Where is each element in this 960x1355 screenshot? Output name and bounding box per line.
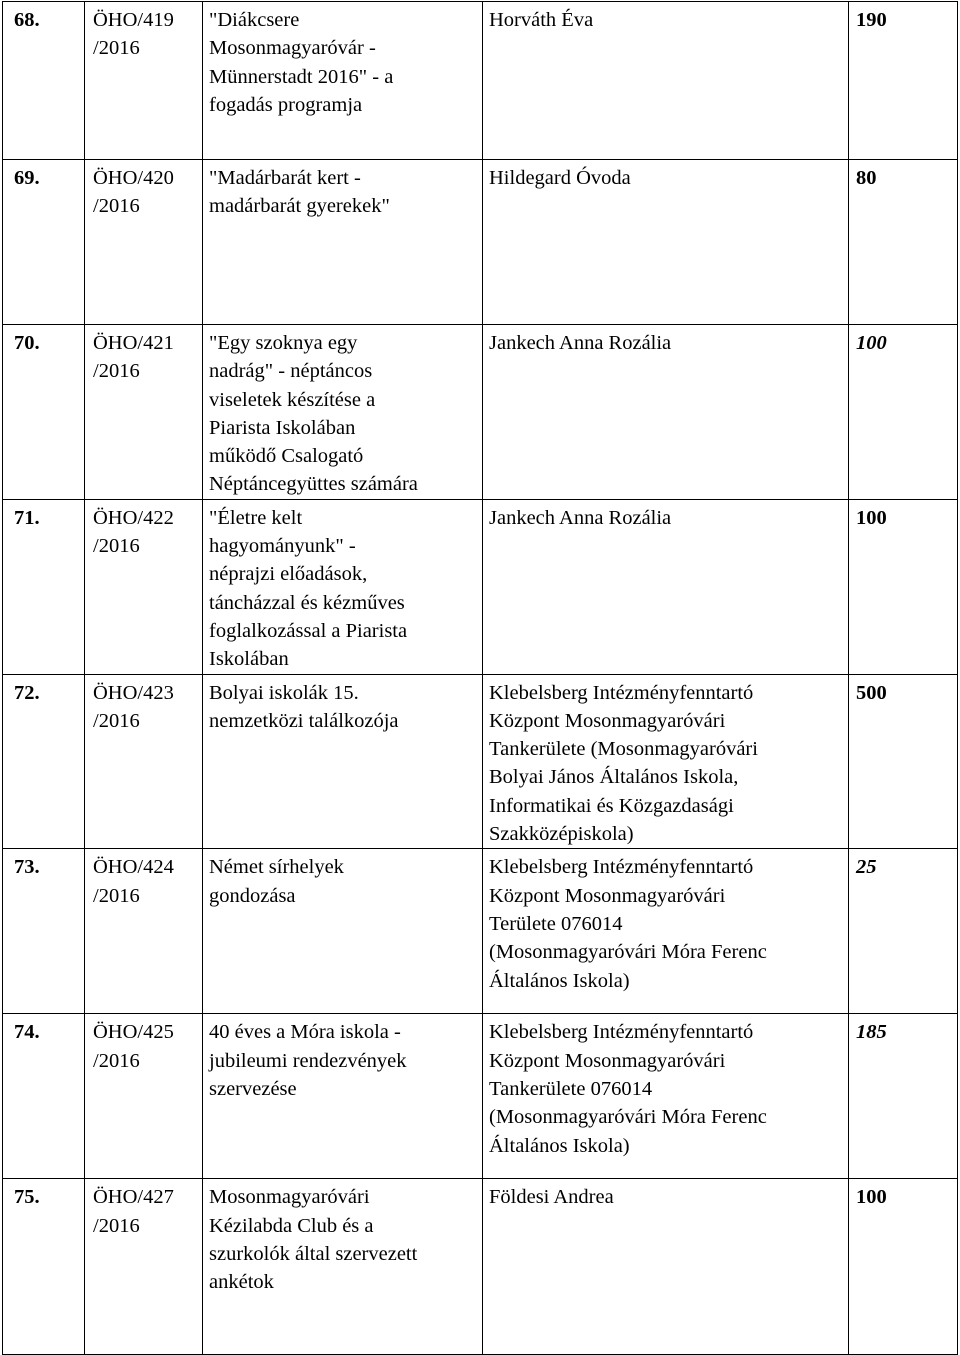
- project-title: [203, 2, 483, 160]
- row-number: [3, 2, 85, 160]
- row-number-text: 68.: [14, 9, 40, 31]
- case-code-line: ÖHO/425: [93, 1021, 174, 1044]
- row-number: [3, 674, 85, 849]
- grant-table-body: [3, 2, 958, 1355]
- project-title-line: Bolyai iskolák 15.: [209, 681, 359, 704]
- applicant-line: Szakközépiskola): [489, 823, 634, 846]
- applicant-line: Hildegard Óvoda: [489, 167, 631, 189]
- project-title-line: foglalkozással a Piarista: [209, 619, 408, 642]
- row-number: [3, 325, 85, 500]
- project-title-line: jubileumi rendezvények: [209, 1049, 407, 1072]
- project-title-line: Német sírhelyek: [209, 856, 344, 879]
- table-row: [3, 674, 958, 849]
- table-row: [3, 2, 958, 160]
- project-title-line: nemzetközi találkozója: [209, 709, 399, 732]
- project-title-line: "Madárbarát kert -: [209, 167, 361, 189]
- case-code-line: /2016: [93, 37, 140, 60]
- project-title: [203, 849, 483, 1014]
- applicant: [483, 1014, 849, 1179]
- grant-amount-text: 190: [856, 9, 887, 31]
- project-title-line: "Életre kelt: [209, 506, 303, 529]
- applicant-line: Központ Mosonmagyaróvári: [489, 1049, 726, 1072]
- project-title-line: Iskolában: [209, 648, 289, 671]
- grant-amount-text: 80: [856, 167, 877, 189]
- project-title-line: szervezése: [209, 1077, 297, 1100]
- case-code-line: /2016: [93, 1214, 140, 1237]
- project-title-line: Kézilabda Club és a: [209, 1214, 374, 1237]
- project-title-line: Münnerstadt 2016" - a: [209, 65, 394, 88]
- applicant-line: Bolyai János Általános Iskola,: [489, 766, 739, 789]
- project-title-line: 40 éves a Móra iskola -: [209, 1021, 401, 1044]
- case-code: [85, 674, 203, 849]
- table-row: [3, 849, 958, 1014]
- project-title-line: "Diákcsere: [209, 9, 300, 31]
- applicant-line: Központ Mosonmagyaróvári: [489, 884, 726, 907]
- project-title-line: viseletek készítése a: [209, 388, 376, 411]
- applicant: [483, 325, 849, 500]
- grant-amount: [849, 499, 958, 674]
- case-code: [85, 1179, 203, 1355]
- project-title: [203, 1179, 483, 1355]
- grant-amount-text: 100: [856, 506, 887, 529]
- row-number-text: 69.: [14, 167, 40, 189]
- row-number: [3, 1179, 85, 1355]
- applicant-line: Tankerülete 076014: [489, 1077, 653, 1100]
- project-title: [203, 499, 483, 674]
- applicant-line: Klebelsberg Intézményfenntartó: [489, 681, 754, 704]
- grant-amount: [849, 325, 958, 500]
- applicant-line: Klebelsberg Intézményfenntartó: [489, 1021, 754, 1044]
- project-title-line: működő Csalogató: [209, 445, 364, 468]
- case-code: [85, 499, 203, 674]
- case-code-line: /2016: [93, 360, 140, 383]
- project-title: [203, 160, 483, 325]
- row-number-text: 73.: [14, 856, 40, 879]
- case-code-line: /2016: [93, 535, 140, 558]
- grant-amount: [849, 1014, 958, 1179]
- table-row: [3, 499, 958, 674]
- grant-amount: [849, 2, 958, 160]
- case-code-line: ÖHO/421: [93, 332, 174, 354]
- table-row: [3, 1179, 958, 1355]
- row-number: [3, 499, 85, 674]
- applicant: [483, 499, 849, 674]
- row-number-text: 71.: [14, 506, 40, 529]
- case-code-line: ÖHO/420: [93, 167, 174, 189]
- case-code-line: /2016: [93, 709, 140, 732]
- applicant-line: Jankech Anna Rozália: [489, 506, 672, 529]
- row-number-text: 70.: [14, 332, 40, 354]
- grant-amount-text: 25: [856, 856, 877, 879]
- project-title: [203, 325, 483, 500]
- grant-amount-text: 500: [856, 681, 887, 704]
- grant-amount: [849, 849, 958, 1014]
- project-title: [203, 1014, 483, 1179]
- project-title-line: Mosonmagyaróvári: [209, 1186, 370, 1209]
- applicant-line: Horváth Éva: [489, 9, 594, 31]
- applicant-line: (Mosonmagyaróvári Móra Ferenc: [489, 941, 767, 964]
- grant-amount-text: 185: [856, 1021, 887, 1044]
- applicant-line: Területe 076014: [489, 912, 623, 935]
- case-code-line: /2016: [93, 1049, 140, 1072]
- applicant: [483, 1179, 849, 1355]
- case-code: [85, 1014, 203, 1179]
- project-title-line: fogadás programja: [209, 93, 363, 116]
- row-number: [3, 849, 85, 1014]
- case-code: [85, 2, 203, 160]
- applicant: [483, 674, 849, 849]
- applicant-line: Központ Mosonmagyaróvári: [489, 709, 726, 732]
- table-row: [3, 160, 958, 325]
- case-code-line: ÖHO/427: [93, 1186, 174, 1209]
- applicant-line: Általános Iskola): [489, 969, 630, 992]
- grant-amount-text: 100: [856, 332, 887, 354]
- applicant-line: Tankerülete (Mosonmagyaróvári: [489, 738, 758, 761]
- applicant-line: Jankech Anna Rozália: [489, 332, 672, 354]
- case-code-line: ÖHO/422: [93, 506, 174, 529]
- project-title-line: hagyományunk" -: [209, 535, 356, 558]
- grant-amount: [849, 674, 958, 849]
- applicant-line: Informatikai és Közgazdasági: [489, 794, 734, 817]
- row-number: [3, 160, 85, 325]
- applicant-line: Földesi Andrea: [489, 1186, 614, 1209]
- case-code: [85, 325, 203, 500]
- project-title-line: madárbarát gyerekek": [209, 195, 390, 218]
- project-title-line: szurkolók által szervezett: [209, 1242, 418, 1265]
- project-title-line: Piarista Iskolában: [209, 416, 356, 439]
- row-number-text: 74.: [14, 1021, 40, 1044]
- applicant: [483, 2, 849, 160]
- applicant: [483, 160, 849, 325]
- case-code-line: ÖHO/424: [93, 856, 174, 879]
- applicant: [483, 849, 849, 1014]
- grant-amount-text: 100: [856, 1186, 887, 1209]
- table-row: [3, 1014, 958, 1179]
- row-number: [3, 1014, 85, 1179]
- project-title-line: gondozása: [209, 884, 296, 907]
- applicant-line: Klebelsberg Intézményfenntartó: [489, 856, 754, 879]
- row-number-text: 72.: [14, 681, 40, 704]
- project-title: [203, 674, 483, 849]
- grant-amount: [849, 160, 958, 325]
- project-title-line: táncházzal és kézműves: [209, 591, 405, 614]
- table-row: [3, 325, 958, 500]
- case-code: [85, 849, 203, 1014]
- case-code: [85, 160, 203, 325]
- project-title-line: ankétok: [209, 1271, 274, 1294]
- case-code-line: /2016: [93, 884, 140, 907]
- project-title-line: "Egy szoknya egy: [209, 332, 358, 354]
- applicant-line: (Mosonmagyaróvári Móra Ferenc: [489, 1106, 767, 1129]
- applicant-line: Általános Iskola): [489, 1134, 630, 1157]
- grant-table: [2, 1, 958, 1355]
- case-code-line: ÖHO/419: [93, 9, 174, 31]
- project-title-line: Mosonmagyaróvár -: [209, 37, 376, 60]
- row-number-text: 75.: [14, 1186, 40, 1209]
- case-code-line: /2016: [93, 195, 140, 218]
- case-code-line: ÖHO/423: [93, 681, 174, 704]
- grant-amount: [849, 1179, 958, 1355]
- project-title-line: nadrág" - néptáncos: [209, 360, 373, 383]
- project-title-line: néprajzi előadások,: [209, 563, 368, 586]
- project-title-line: Néptáncegyüttes számára: [209, 473, 418, 496]
